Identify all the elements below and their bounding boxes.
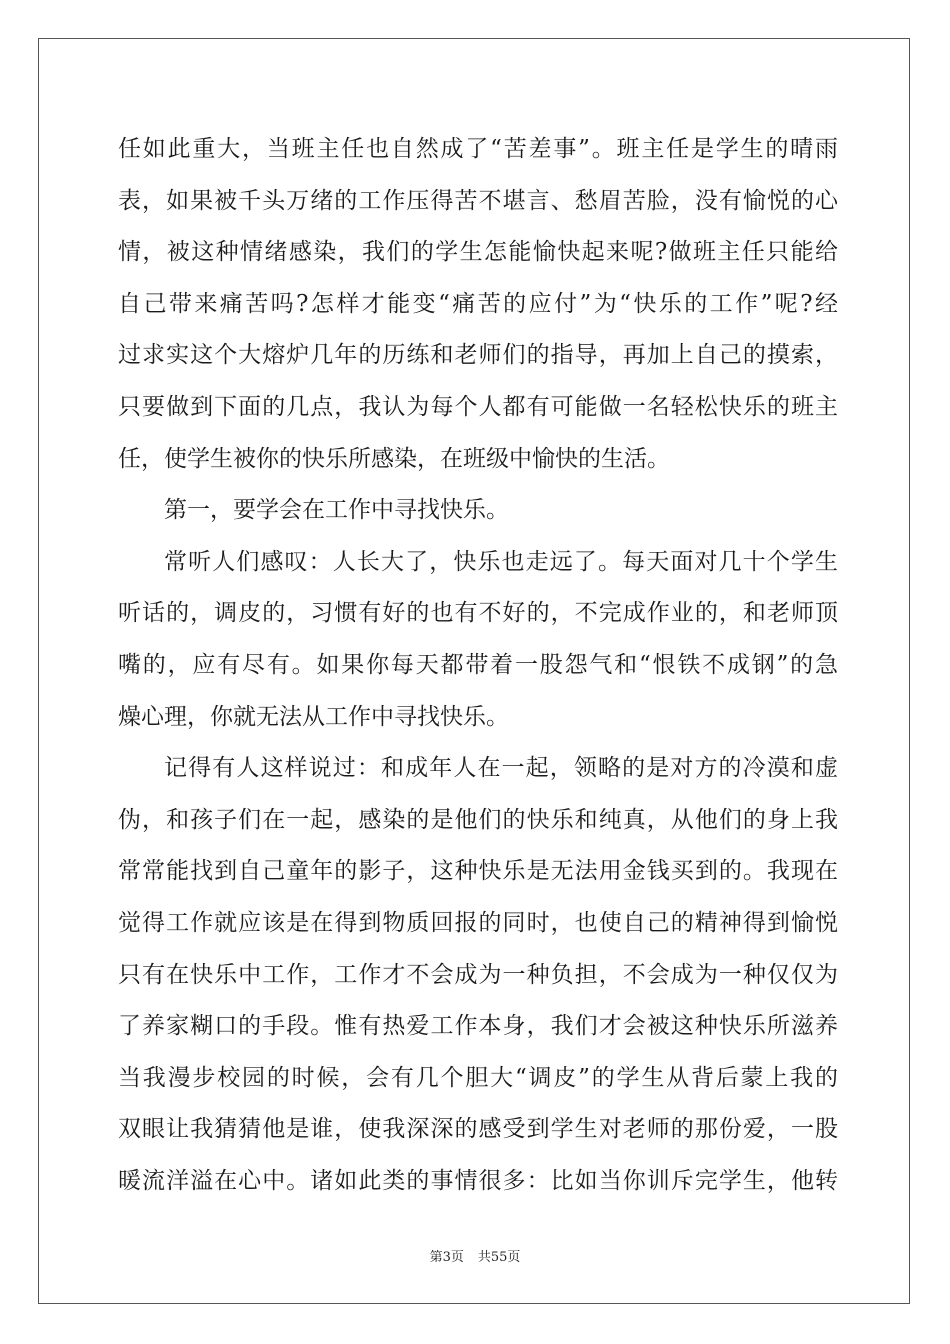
text-line: 伪，和孩子们在一起，感染的是他们的快乐和纯真，从他们的身上我 bbox=[118, 806, 838, 833]
text-line: 第一，要学会在工作中寻找快乐。 bbox=[164, 497, 509, 524]
text-line: 只有在快乐中工作，工作才不会成为一种负担，不会成为一种仅仅为 bbox=[118, 961, 838, 988]
text-line: 常常能找到自己童年的影子，这种快乐是无法用金钱买到的。我现在 bbox=[118, 858, 838, 885]
text-line: 暖流洋溢在心中。诸如此类的事情很多：比如当你训斥完学生，他转 bbox=[118, 1167, 838, 1194]
text-line: 了养家糊口的手段。惟有热爱工作本身，我们才会被这种快乐所滋养 bbox=[118, 1013, 838, 1040]
text-line: 觉得工作就应该是在得到物质回报的同时，也使自己的精神得到愉悦 bbox=[118, 909, 838, 936]
text-line: 听话的，调皮的，习惯有好的也有不好的，不完成作业的，和老师顶 bbox=[118, 600, 838, 627]
text-line: 任如此重大，当班主任也自然成了“苦差事”。班主任是学生的晴雨 bbox=[118, 136, 838, 162]
text-line: 双眼让我猜猜他是谁，使我深深的感受到学生对老师的那份爱，一股 bbox=[118, 1116, 838, 1143]
total-page-count: 共55页 bbox=[477, 1250, 521, 1265]
text-line: 燥心理，你就无法从工作中寻找快乐。 bbox=[118, 703, 509, 730]
text-line: 记得有人这样说过：和成年人在一起，领略的是对方的冷漠和虚 bbox=[164, 755, 838, 782]
current-page-number: 第3页 bbox=[429, 1250, 464, 1265]
text-line: 常听人们感叹：人长大了，快乐也走远了。每天面对几十个学生 bbox=[164, 548, 838, 575]
text-line: 自己带来痛苦吗?怎样才能变“痛苦的应付”为“快乐的工作”呢?经 bbox=[118, 290, 838, 317]
text-line: 过求实这个大熔炉几年的历练和老师们的指导，再加上自己的摸索， bbox=[118, 342, 838, 369]
text-line: 任，使学生被你的快乐所感染，在班级中愉快的生活。 bbox=[118, 445, 670, 472]
text-line: 只要做到下面的几点，我认为每个人都有可能做一名轻松快乐的班主 bbox=[118, 393, 838, 420]
document-body bbox=[118, 124, 838, 1207]
page-footer bbox=[0, 1246, 950, 1265]
text-line: 情，被这种情绪感染，我们的学生怎能愉快起来呢?做班主任只能给 bbox=[118, 239, 838, 266]
text-line: 表，如果被千头万绪的工作压得苦不堪言、愁眉苦脸，没有愉悦的心 bbox=[118, 187, 838, 214]
text-line: 当我漫步校园的时候，会有几个胆大“调皮”的学生从背后蒙上我的 bbox=[118, 1064, 838, 1091]
text-line: 嘴的，应有尽有。如果你每天都带着一股怨气和“恨铁不成钢”的急 bbox=[118, 651, 838, 678]
